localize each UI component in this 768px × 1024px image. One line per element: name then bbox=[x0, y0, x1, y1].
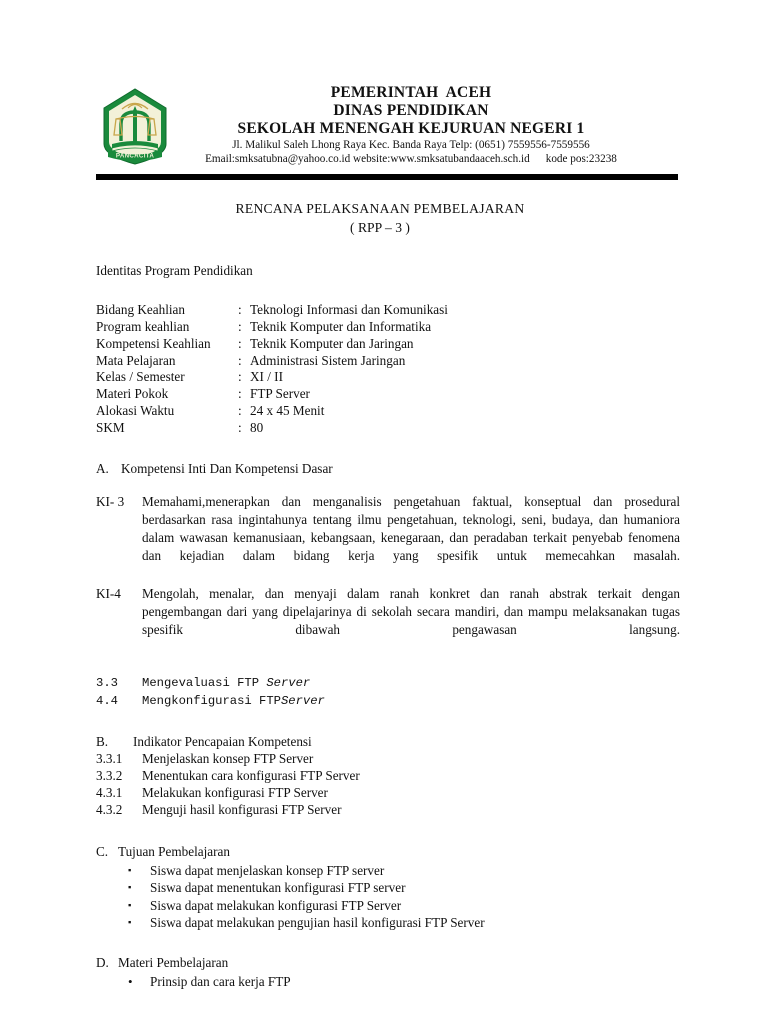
indicator-text: Menentukan cara konfigurasi FTP Server bbox=[142, 768, 360, 784]
indicator-text: Melakukan konfigurasi FTP Server bbox=[142, 785, 328, 801]
identity-separator: : bbox=[238, 302, 242, 318]
header-line-school: SEKOLAH MENENGAH KEJURUAN NEGERI 1 bbox=[237, 119, 585, 137]
section-a-heading bbox=[96, 460, 680, 478]
table-row bbox=[96, 403, 448, 420]
section-b-heading bbox=[96, 733, 680, 751]
identity-label: Materi Pokok bbox=[96, 386, 169, 402]
list-item bbox=[96, 585, 680, 656]
section-c-letter: C. bbox=[96, 844, 109, 860]
square-bullet-icon: ▪ bbox=[128, 918, 132, 929]
section-c-title: Tujuan Pembelajaran bbox=[118, 844, 230, 860]
ki-label: KI-4 bbox=[96, 586, 121, 602]
pancacita-logo bbox=[98, 86, 172, 166]
materi-text: Prinsip dan cara kerja FTP bbox=[150, 973, 291, 989]
identity-label: Program keahlian bbox=[96, 318, 190, 334]
header-contact-line bbox=[142, 152, 680, 167]
kd-number: 3.3 bbox=[96, 676, 118, 691]
header-postal-code: kode pos:23238 bbox=[545, 153, 617, 166]
kd-text bbox=[142, 675, 310, 693]
kd-text-italic: Server bbox=[266, 676, 311, 691]
list-item bbox=[96, 802, 680, 819]
table-row bbox=[96, 353, 448, 370]
list-item bbox=[96, 675, 680, 693]
identity-value: Teknik Komputer dan Jaringan bbox=[250, 335, 414, 351]
section-d-heading bbox=[96, 954, 680, 972]
identity-value: 80 bbox=[250, 419, 264, 435]
indicator-list bbox=[96, 751, 680, 819]
identity-value: XI / II bbox=[250, 369, 283, 385]
table-row bbox=[96, 369, 448, 386]
identity-label: Mata Pelajaran bbox=[96, 352, 176, 368]
document-title-main: RENCANA PELAKSANAAN PEMBELAJARAN bbox=[235, 201, 525, 217]
table-row bbox=[96, 302, 448, 319]
tujuan-text: Siswa dapat menentukan konfigurasi FTP server bbox=[150, 880, 406, 896]
identity-value: Teknologi Informasi dan Komunikasi bbox=[250, 302, 448, 318]
section-c-heading bbox=[96, 843, 680, 861]
identity-label: Kompetensi Keahlian bbox=[96, 335, 211, 351]
list-item bbox=[96, 693, 680, 711]
identity-separator: : bbox=[238, 419, 242, 435]
kd-text bbox=[142, 693, 325, 711]
ki-text: Memahami,menerapkan dan menganalisis pengetahuan faktual, konseptual dan prosedural berdasarkan rasa ingintahunya tentang ilmu pengetahuan, teknologi, seni, budaya, dan humaniora dalam wawasan kemanusiaan, kebangsaan, kenegaraan, dan peradaban terkait penyebab fenomena dan kejadian dalam bidang kerja yang spesifik untuk memecahkan masalah. bbox=[142, 494, 680, 563]
indicator-text: Menjelaskan konsep FTP Server bbox=[142, 751, 314, 767]
section-a-letter: A. bbox=[96, 460, 109, 476]
table-row bbox=[96, 336, 448, 353]
identity-separator: : bbox=[238, 403, 242, 419]
identity-label: Alokasi Waktu bbox=[96, 403, 175, 419]
ki-text: Mengolah, menalar, dan menyaji dalam ranah konkret dan ranah abstrak terkait dengan pengembangan dari yang dipelajarinya di sekolah secara mandiri, dan mampu melaksanakan tugas spesifik dibawah pengawasan langsung. bbox=[142, 586, 680, 637]
tujuan-list bbox=[96, 862, 680, 932]
indicator-number: 4.3.1 bbox=[96, 785, 123, 801]
identity-separator: : bbox=[238, 386, 242, 402]
logo-caption-text: PANCACITA bbox=[115, 152, 155, 160]
list-item bbox=[128, 879, 680, 897]
identity-table bbox=[96, 302, 448, 437]
section-d-title: Materi Pembelajaran bbox=[118, 954, 229, 970]
square-bullet-icon: ▪ bbox=[128, 900, 132, 911]
indicator-text: Menguji hasil konfigurasi FTP Server bbox=[142, 802, 342, 818]
tujuan-text: Siswa dapat melakukan pengujian hasil konfigurasi FTP Server bbox=[150, 915, 485, 931]
tujuan-text: Siswa dapat melakukan konfigurasi FTP Server bbox=[150, 897, 402, 913]
section-a-title: Kompetensi Inti Dan Kompetensi Dasar bbox=[121, 460, 333, 476]
table-row bbox=[96, 420, 448, 437]
identity-separator: : bbox=[238, 352, 242, 368]
kd-text-plain: Mengkonfigurasi FTP bbox=[142, 693, 281, 708]
school-header-text bbox=[142, 84, 680, 167]
identity-separator: : bbox=[238, 369, 242, 385]
pancacita-emblem-icon bbox=[98, 86, 172, 166]
identity-value: FTP Server bbox=[250, 386, 310, 402]
identity-value: 24 x 45 Menit bbox=[250, 403, 325, 419]
list-item bbox=[128, 914, 680, 932]
header-contact: Email:smksatubna@yahoo.co.id website:www.smksatubandaaceh.sch.id bbox=[205, 153, 530, 166]
materi-list bbox=[96, 973, 680, 991]
header-address: Jl. Malikul Saleh Lhong Raya Kec. Banda Raya Telp: (0651) 7559556-7559556 bbox=[232, 138, 590, 151]
list-item bbox=[96, 785, 680, 802]
list-item bbox=[96, 751, 680, 768]
section-b-title: Indikator Pencapaian Kompetensi bbox=[133, 733, 312, 749]
tujuan-text: Siswa dapat menjelaskan konsep FTP server bbox=[150, 862, 385, 878]
kompetensi-inti-block bbox=[96, 493, 680, 656]
identity-label: Bidang Keahlian bbox=[96, 302, 185, 318]
document-body bbox=[0, 180, 768, 990]
table-row bbox=[96, 319, 448, 336]
identity-value: Teknik Komputer dan Informatika bbox=[250, 318, 432, 334]
indicator-number: 3.3.1 bbox=[96, 751, 123, 767]
list-item bbox=[128, 862, 680, 880]
square-bullet-icon: ▪ bbox=[128, 883, 132, 894]
list-item bbox=[128, 973, 680, 991]
identity-heading: Identitas Program Pendidikan bbox=[96, 263, 253, 279]
identity-separator: : bbox=[238, 318, 242, 334]
list-item bbox=[96, 493, 680, 582]
identity-separator: : bbox=[238, 335, 242, 351]
kd-text-plain: Mengevaluasi FTP bbox=[142, 676, 267, 691]
document-title-sub: ( RPP – 3 ) bbox=[350, 220, 410, 236]
kd-number: 4.4 bbox=[96, 693, 118, 708]
round-bullet-icon: • bbox=[128, 973, 133, 989]
identity-label: Kelas / Semester bbox=[96, 369, 185, 385]
letterhead bbox=[0, 0, 768, 167]
section-b-letter: B. bbox=[96, 733, 109, 749]
kompetensi-dasar-block bbox=[96, 675, 680, 710]
table-row bbox=[96, 386, 448, 403]
list-item bbox=[128, 897, 680, 915]
document-title bbox=[96, 200, 664, 237]
header-line-government: PEMERINTAH ACEH bbox=[330, 84, 492, 101]
section-d-letter: D. bbox=[96, 954, 109, 970]
identity-value: Administrasi Sistem Jaringan bbox=[250, 352, 406, 368]
indicator-number: 4.3.2 bbox=[96, 802, 123, 818]
square-bullet-icon: ▪ bbox=[128, 865, 132, 876]
identity-label: SKM bbox=[96, 419, 125, 435]
header-line-department: DINAS PENDIDIKAN bbox=[333, 101, 489, 119]
indicator-number: 3.3.2 bbox=[96, 768, 123, 784]
list-item bbox=[96, 768, 680, 785]
kd-text-italic: Server bbox=[280, 693, 325, 708]
ki-label: KI- 3 bbox=[96, 494, 125, 510]
